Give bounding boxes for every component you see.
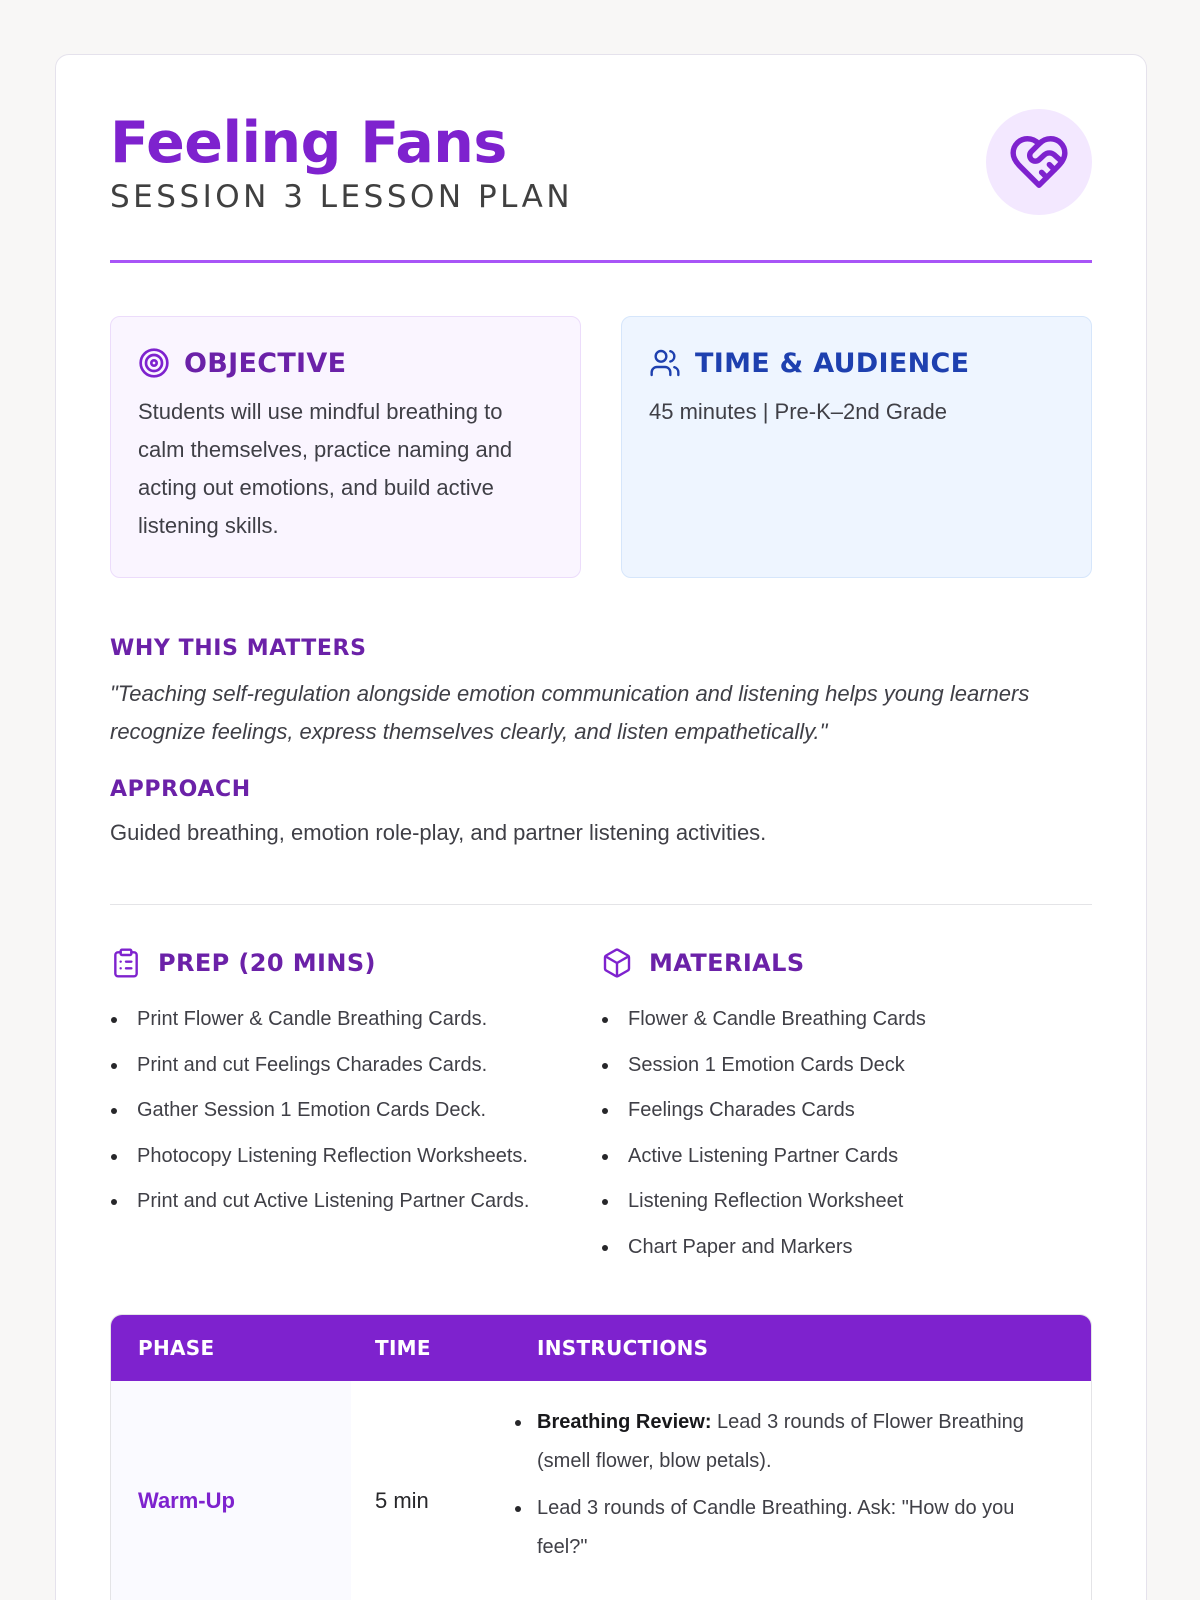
prep-list (110, 997, 601, 1225)
step-text: Lead 3 rounds of Flower Breathing (smell flower, blow petals). (537, 1411, 1024, 1472)
table-row (111, 1381, 1091, 1600)
list-item: Print and cut Feelings Charades Cards. (110, 1043, 601, 1089)
table-header (111, 1315, 1091, 1381)
why-heading: WHY THIS MATTERS (110, 636, 367, 661)
target-icon (138, 347, 170, 379)
users-icon (649, 347, 681, 379)
column-header-instructions: INSTRUCTIONS (537, 1336, 709, 1360)
why-quote: "Teaching self-regulation alongside emotion communication and listening helps young learners recognize feelings, express themselves clearly, and listen empathetically." (110, 681, 1030, 744)
objective-text: Students will use mindful breathing to calm themselves, practice naming and acting out emotions, and build active listening skills. (138, 399, 513, 538)
list-item: Feelings Charades Cards (601, 1088, 1092, 1134)
objective-box (110, 316, 581, 578)
time-audience-label: TIME & AUDIENCE (695, 347, 970, 379)
list-item: Photocopy Listening Reflection Worksheets. (110, 1134, 601, 1180)
lesson-phases-table (110, 1314, 1092, 1600)
materials-column (601, 945, 1092, 1270)
instructions-cell (483, 1381, 1091, 1600)
step-text: Lead 3 rounds of Candle Breathing. Ask: "How do you feel?" (537, 1497, 1015, 1558)
prep-label: PREP (20 MINS) (158, 949, 376, 977)
list-item: Session 1 Emotion Cards Deck (601, 1043, 1092, 1089)
summary-boxes (110, 316, 1092, 578)
page-title: Feeling Fans (110, 110, 507, 176)
step-bold-label: Breathing Review: (537, 1411, 712, 1433)
lesson-plan-card (55, 54, 1147, 1600)
list-item: Listening Reflection Worksheet (601, 1179, 1092, 1225)
list-item (511, 1489, 1063, 1567)
list-item (511, 1403, 1063, 1481)
heart-handshake-icon (1008, 131, 1070, 193)
list-item: Print and cut Active Listening Partner Cards. (110, 1179, 601, 1225)
column-header-time: TIME (375, 1336, 431, 1360)
approach-text: Guided breathing, emotion role-play, and partner listening activities. (110, 820, 767, 845)
prep-column (110, 945, 601, 1270)
time-audience-box (621, 316, 1092, 578)
list-item: Flower & Candle Breathing Cards (601, 997, 1092, 1043)
time-audience-text: 45 minutes | Pre-K–2nd Grade (649, 399, 947, 424)
list-item: Chart Paper and Markers (601, 1225, 1092, 1271)
box-icon (601, 947, 633, 979)
logo-badge (986, 109, 1092, 215)
time-cell: 5 min (375, 1488, 429, 1513)
objective-label: OBJECTIVE (184, 347, 347, 379)
header (110, 110, 1092, 260)
phase-cell: Warm-Up (111, 1381, 351, 1600)
header-divider (110, 260, 1092, 263)
list-item: Active Listening Partner Cards (601, 1134, 1092, 1180)
list-item: Gather Session 1 Emotion Cards Deck. (110, 1088, 601, 1134)
column-header-phase: PHASE (138, 1336, 215, 1360)
prep-materials (110, 945, 1092, 1270)
approach-heading: APPROACH (110, 777, 251, 802)
list-item: Print Flower & Candle Breathing Cards. (110, 997, 601, 1043)
clipboard-list-icon (110, 947, 142, 979)
section-divider (110, 904, 1092, 905)
materials-list (601, 997, 1092, 1270)
materials-label: MATERIALS (649, 949, 805, 977)
page-subtitle: SESSION 3 LESSON PLAN (110, 179, 574, 215)
